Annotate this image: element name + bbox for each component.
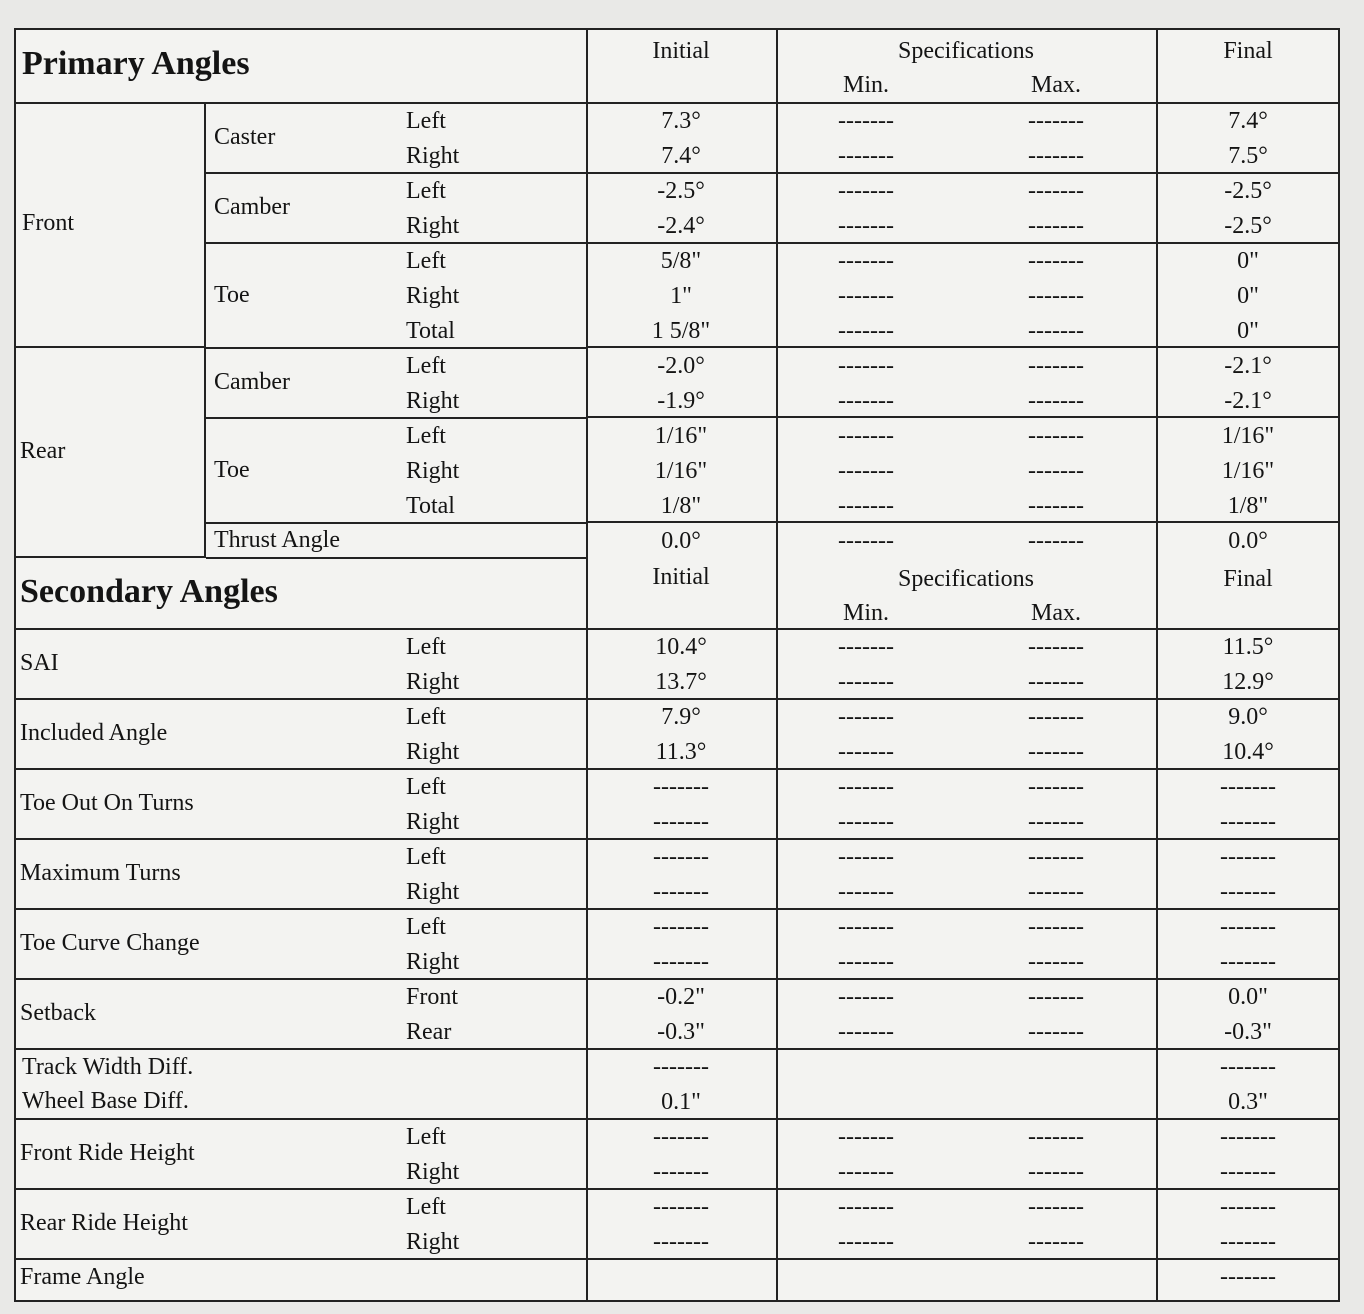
cell-max: -------: [1028, 1019, 1084, 1045]
secondary-col-initial: Initial: [652, 564, 710, 590]
cell-max: -------: [1028, 388, 1084, 414]
row-side-label: Total: [406, 493, 455, 519]
cell-max: -------: [1028, 844, 1084, 870]
group-front: [16, 104, 206, 348]
cell-initial: -------: [653, 1124, 709, 1150]
cell-final: 10.4°: [1222, 739, 1274, 765]
cell-initial: -2.4°: [657, 213, 705, 239]
cell-max: -------: [1028, 704, 1084, 730]
primary-col-min: Min.: [842, 72, 889, 98]
cell-initial: 1/16": [654, 458, 708, 484]
primary-col-specs: Specifications: [898, 38, 1034, 64]
cell-min: -------: [838, 423, 894, 449]
cell-final: -------: [1220, 949, 1276, 975]
cell-min: -------: [838, 1019, 894, 1045]
row-side-label: Left: [406, 704, 446, 730]
cell-max: -------: [1028, 458, 1084, 484]
cell-max: -------: [1028, 493, 1084, 519]
row-side-label: Left: [406, 844, 446, 870]
row-side-label: Right: [406, 809, 460, 835]
cell-min: -------: [838, 914, 894, 940]
subgroup-thrust-angle: [206, 524, 586, 559]
secondary-col-final: Final: [1223, 566, 1273, 592]
item-track-width-diff-: [16, 1050, 1338, 1120]
item-label: Toe Curve Change: [20, 930, 200, 956]
row-side-label: Right: [406, 388, 460, 414]
row-divider: [586, 521, 1338, 523]
cell-initial: -------: [653, 1229, 709, 1255]
cell-final: -------: [1220, 1159, 1276, 1185]
cell-final: 0.3": [1228, 1089, 1268, 1115]
cell-final: 9.0°: [1228, 704, 1268, 730]
row-side-label: Right: [406, 739, 460, 765]
row-side-label: Left: [406, 353, 446, 379]
cell-min: -------: [838, 353, 894, 379]
primary-header: [16, 30, 1338, 104]
cell-min: -------: [838, 739, 894, 765]
item-label: SAI: [20, 650, 59, 676]
cell-min: -------: [838, 809, 894, 835]
row-divider: [586, 416, 1338, 418]
cell-initial: -------: [653, 1159, 709, 1185]
cell-min: -------: [838, 669, 894, 695]
cell-max: -------: [1028, 1229, 1084, 1255]
row-side-label: Right: [406, 283, 460, 309]
row-side-label: Left: [406, 634, 446, 660]
cell-max: -------: [1028, 809, 1084, 835]
cell-initial: 0.1": [661, 1089, 701, 1115]
cell-max: -------: [1028, 423, 1084, 449]
primary-col-initial: Initial: [652, 38, 710, 64]
row-side-label: Left: [406, 248, 446, 274]
cell-max: -------: [1028, 213, 1084, 239]
cell-initial: -------: [653, 774, 709, 800]
cell-final: -------: [1220, 1264, 1276, 1290]
subgroup-label: Caster: [214, 124, 276, 150]
row-divider: [586, 172, 1338, 174]
subgroup-label: Thrust Angle: [214, 527, 340, 553]
item-front-ride-height: [16, 1120, 1338, 1190]
cell-final: 1/16": [1221, 423, 1275, 449]
cell-min: -------: [838, 388, 894, 414]
cell-initial: 7.9°: [661, 704, 701, 730]
item-label: Track Width Diff.: [22, 1054, 194, 1080]
row-side-label: Left: [406, 1194, 446, 1220]
cell-max: -------: [1028, 1194, 1084, 1220]
cell-max: -------: [1028, 669, 1084, 695]
cell-final: 1/8": [1227, 493, 1269, 519]
row-side-label: Right: [406, 669, 460, 695]
cell-initial: -------: [653, 949, 709, 975]
cell-final: 11.5°: [1222, 634, 1274, 660]
cell-max: -------: [1028, 1159, 1084, 1185]
row-side-label: Right: [406, 213, 460, 239]
cell-max: -------: [1028, 634, 1084, 660]
row-divider: [586, 102, 1338, 104]
row-side-label: Right: [406, 458, 460, 484]
cell-min: -------: [838, 1194, 894, 1220]
cell-max: -------: [1028, 774, 1084, 800]
cell-initial: -------: [653, 1054, 709, 1080]
row-side-label: Left: [406, 108, 446, 134]
row-side-label: Right: [406, 949, 460, 975]
cell-initial: -0.2": [657, 984, 705, 1010]
cell-max: -------: [1028, 879, 1084, 905]
primary-title: Primary Angles: [22, 45, 250, 82]
cell-final: -2.1°: [1224, 353, 1272, 379]
row-side-label: Left: [406, 914, 446, 940]
secondary-col-specs: Specifications: [898, 566, 1034, 592]
cell-max: -------: [1028, 248, 1084, 274]
item-label: Toe Out On Turns: [20, 790, 194, 816]
cell-initial: 13.7°: [655, 669, 707, 695]
item-label: Setback: [20, 1000, 96, 1026]
cell-min: -------: [838, 1229, 894, 1255]
cell-min: -------: [838, 704, 894, 730]
cell-final: 0": [1237, 248, 1259, 274]
group-label: Rear: [20, 438, 66, 464]
cell-max: -------: [1028, 318, 1084, 344]
cell-initial: 1/16": [654, 423, 708, 449]
row-side-label: Right: [406, 1159, 460, 1185]
item-label: Included Angle: [20, 720, 168, 746]
cell-min: -------: [838, 1159, 894, 1185]
item-toe-curve-change: [16, 910, 1338, 980]
cell-max: -------: [1028, 353, 1084, 379]
item-included-angle: [16, 700, 1338, 770]
subgroup-label: Camber: [214, 369, 290, 395]
cell-min: -------: [838, 143, 894, 169]
cell-max: -------: [1028, 949, 1084, 975]
cell-initial: -2.0°: [657, 353, 705, 379]
cell-min: -------: [838, 248, 894, 274]
cell-max: -------: [1028, 1124, 1084, 1150]
item-label-2: Wheel Base Diff.: [22, 1088, 189, 1114]
cell-final: 0": [1237, 318, 1259, 344]
cell-max: -------: [1028, 178, 1084, 204]
item-label: Maximum Turns: [20, 860, 181, 886]
cell-final: 7.4°: [1228, 108, 1268, 134]
cell-max: -------: [1028, 283, 1084, 309]
cell-final: -2.1°: [1224, 388, 1272, 414]
cell-final: -------: [1220, 1054, 1276, 1080]
cell-min: -------: [838, 984, 894, 1010]
cell-min: -------: [838, 213, 894, 239]
cell-max: -------: [1028, 739, 1084, 765]
cell-min: -------: [838, 458, 894, 484]
row-side-label: Left: [406, 1124, 446, 1150]
cell-final: -------: [1220, 809, 1276, 835]
cell-initial: 1/8": [660, 493, 702, 519]
cell-min: -------: [838, 108, 894, 134]
subgroup-camber: [206, 349, 586, 419]
cell-final: 1/16": [1221, 458, 1275, 484]
cell-min: -------: [838, 844, 894, 870]
secondary-header: [16, 558, 1338, 630]
cell-initial: -------: [653, 879, 709, 905]
row-side-label: Right: [406, 879, 460, 905]
cell-min: -------: [838, 318, 894, 344]
row-divider: [586, 346, 1338, 348]
secondary-title: Secondary Angles: [20, 573, 278, 610]
cell-final: -2.5°: [1224, 213, 1272, 239]
cell-min: -------: [838, 493, 894, 519]
item-label: Front Ride Height: [20, 1140, 195, 1166]
cell-initial: -------: [653, 844, 709, 870]
cell-min: -------: [838, 774, 894, 800]
cell-min: -------: [838, 283, 894, 309]
subgroup-toe: [206, 419, 586, 524]
cell-final: 12.9°: [1222, 669, 1274, 695]
item-rear-ride-height: [16, 1190, 1338, 1260]
item-frame-angle: [16, 1260, 1338, 1294]
secondary-col-max: Max.: [1031, 600, 1081, 626]
cell-max: -------: [1028, 108, 1084, 134]
primary-col-final: Final: [1223, 38, 1273, 64]
row-side-label: Left: [406, 178, 446, 204]
item-maximum-turns: [16, 840, 1338, 910]
cell-initial: 11.3°: [655, 739, 707, 765]
cell-min: -------: [838, 634, 894, 660]
cell-final: -------: [1220, 914, 1276, 940]
cell-final: -------: [1220, 774, 1276, 800]
item-toe-out-on-turns: [16, 770, 1338, 840]
cell-max: -------: [1028, 143, 1084, 169]
cell-final: -2.5°: [1224, 178, 1272, 204]
cell-final: 0": [1237, 283, 1259, 309]
secondary-col-min: Min.: [842, 600, 889, 626]
row-side-label: Rear: [406, 1019, 452, 1045]
subgroup-caster: [206, 104, 586, 174]
cell-final: -------: [1220, 1229, 1276, 1255]
group-label: Front: [22, 210, 75, 236]
cell-final: -------: [1220, 1194, 1276, 1220]
cell-final: -------: [1220, 844, 1276, 870]
cell-initial: -1.9°: [657, 388, 705, 414]
primary-col-max: Max.: [1031, 72, 1081, 98]
row-side-label: Front: [406, 984, 459, 1010]
row-side-label: Right: [406, 143, 460, 169]
cell-min: -------: [838, 1124, 894, 1150]
row-side-label: Total: [406, 318, 455, 344]
item-label: Rear Ride Height: [20, 1210, 188, 1236]
cell-initial: 0.0°: [661, 528, 701, 554]
cell-initial: 7.4°: [661, 143, 701, 169]
subgroup-label: Toe: [214, 457, 250, 483]
cell-initial: -------: [653, 914, 709, 940]
cell-final: 7.5°: [1228, 143, 1268, 169]
alignment-sheet: [14, 28, 1340, 1302]
cell-initial: 10.4°: [655, 634, 707, 660]
cell-max: -------: [1028, 528, 1084, 554]
row-side-label: Left: [406, 774, 446, 800]
group-rear: [16, 348, 206, 558]
subgroup-label: Camber: [214, 194, 290, 220]
row-side-label: Left: [406, 423, 446, 449]
subgroup-label: Toe: [214, 282, 250, 308]
row-side-label: Right: [406, 1229, 460, 1255]
cell-initial: -------: [653, 809, 709, 835]
cell-min: -------: [838, 528, 894, 554]
cell-max: -------: [1028, 914, 1084, 940]
cell-initial: -0.3": [657, 1019, 705, 1045]
cell-initial: 1 5/8": [651, 318, 711, 344]
item-setback: [16, 980, 1338, 1050]
cell-min: -------: [838, 178, 894, 204]
cell-initial: 1": [670, 283, 692, 309]
cell-min: -------: [838, 949, 894, 975]
item-label: Frame Angle: [20, 1264, 145, 1290]
cell-final: 0.0": [1228, 984, 1268, 1010]
cell-final: -0.3": [1224, 1019, 1272, 1045]
row-divider: [586, 242, 1338, 244]
cell-initial: -2.5°: [657, 178, 705, 204]
item-sai: [16, 630, 1338, 700]
cell-initial: -------: [653, 1194, 709, 1220]
cell-min: -------: [838, 879, 894, 905]
subgroup-toe: [206, 244, 586, 349]
cell-final: -------: [1220, 1124, 1276, 1150]
cell-final: 0.0°: [1228, 528, 1268, 554]
cell-final: -------: [1220, 879, 1276, 905]
cell-initial: 5/8": [660, 248, 702, 274]
cell-max: -------: [1028, 984, 1084, 1010]
subgroup-camber: [206, 174, 586, 244]
cell-initial: 7.3°: [661, 108, 701, 134]
